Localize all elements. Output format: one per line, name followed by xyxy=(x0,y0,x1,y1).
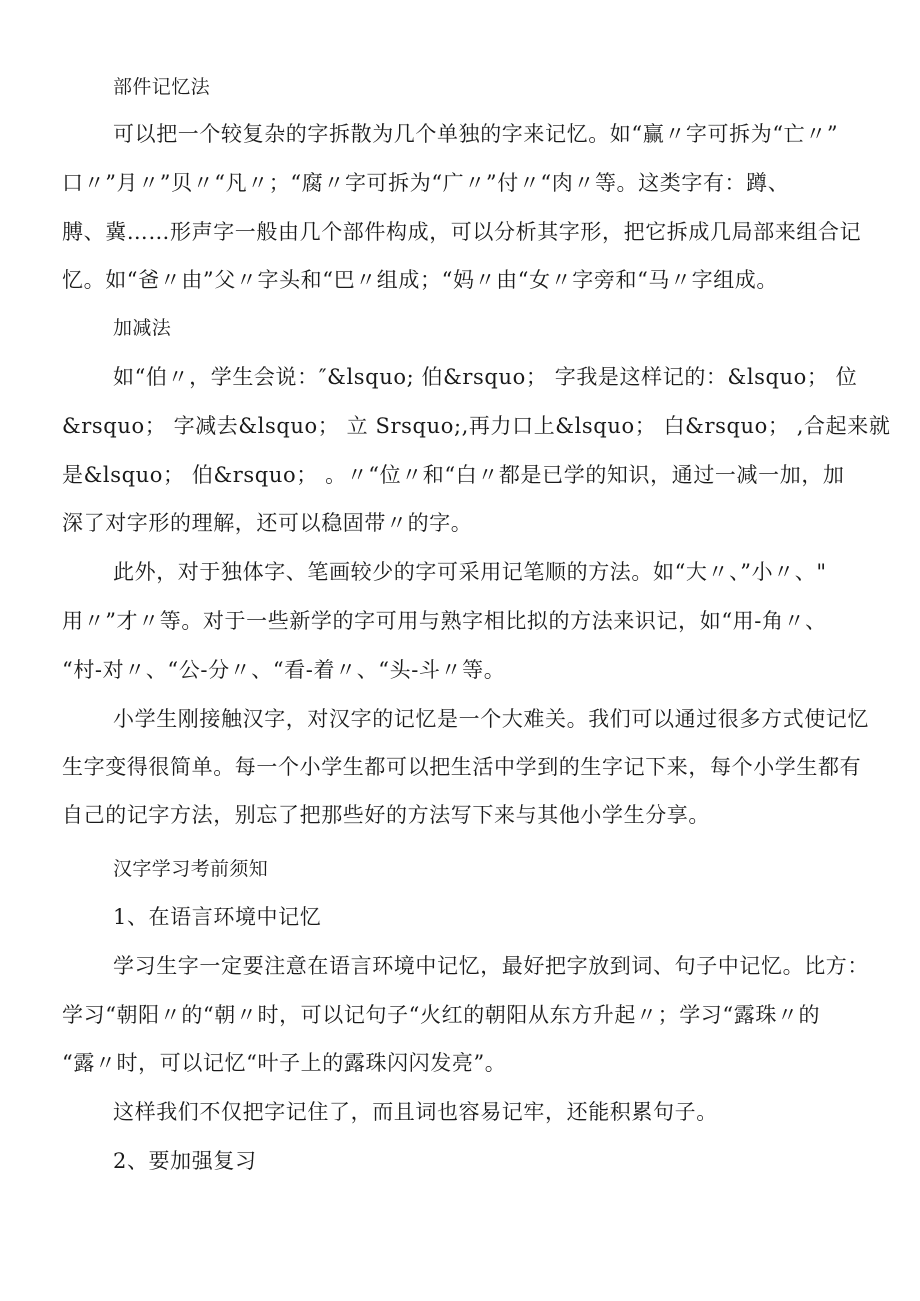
paragraph-line: &rsquo； 字减去&lsquo； 立 Srsquo;,再力口上&lsquo； 白&rsquo； ,合起来就 xyxy=(62,414,891,438)
numbered-item-heading: 1、在语言环境中记忆 xyxy=(113,905,322,929)
paragraph-line: 深了对字形的理解，还可以稳固带〃的字。 xyxy=(62,511,473,535)
paragraph-line: “村-对〃、“公-分〃、“看-着〃、“头-斗〃等。 xyxy=(62,658,506,682)
paragraph-line: 这样我们不仅把字记住了，而且词也容易记牢，还能积累句子。 xyxy=(113,1100,718,1124)
paragraph-line: 用〃”才〃等。对于一些新学的字可用与熟字相比拟的方法来识记，如“用-角〃、 xyxy=(62,609,827,633)
paragraph-line: 小学生刚接触汉字，对汉字的记忆是一个大难关。我们可以通过很多方式使记忆 xyxy=(113,707,869,731)
numbered-item-heading: 2、要加强复习 xyxy=(113,1149,257,1173)
paragraph-line: 膊、冀……形声字一般由几个部件构成，可以分析其字形，把它拆成几局部来组合记 xyxy=(62,220,862,244)
section-heading-study-notes: 汉字学习考前须知 xyxy=(113,858,269,880)
paragraph-line: 如“伯〃，学生会说：″&lsquo; 伯&rsquo； 字我是这样记的：&lsquo； 位 xyxy=(113,365,858,389)
paragraph-line: 此外，对于独体字、笔画较少的字可采用记笔顺的方法。如“大〃、”小〃、" xyxy=(113,560,827,584)
paragraph-line: 学习生字一定要注意在语言环境中记忆，最好把字放到词、句子中记忆。比方： xyxy=(113,954,869,978)
section-heading-component-memory: 部件记忆法 xyxy=(113,76,211,98)
paragraph-line: 是&lsquo； 伯&rsquo； 。〃“位〃和“白〃都是已学的知识，通过一减一加，加 xyxy=(62,463,845,487)
paragraph-line: “露〃时，可以记忆“叶子上的露珠闪闪发亮”。 xyxy=(62,1051,507,1075)
paragraph-line: 忆。如“爸〃由”父〃字头和“巴〃组成；“妈〃由“女〃字旁和“马〃字组成。 xyxy=(62,268,779,292)
paragraph-line: 学习“朝阳〃的“朝〃时，可以记句子“火红的朝阳从东方升起〃；学习“露珠〃的 xyxy=(62,1003,821,1027)
paragraph-line: 口〃”月〃”贝〃“凡〃；“腐〃字可拆为“广〃”付〃“肉〃等。这类字有：蹲、 xyxy=(62,171,790,195)
paragraph-line: 可以把一个较复杂的字拆散为几个单独的字来记忆。如“赢〃字可拆为“亡〃” xyxy=(113,122,839,146)
section-heading-add-subtract: 加减法 xyxy=(113,317,172,339)
paragraph-line: 自己的记字方法，别忘了把那些好的方法写下来与其他小学生分享。 xyxy=(62,803,710,827)
paragraph-line: 生字变得很简单。每一个小学生都可以把生活中学到的生字记下来，每个小学生都有 xyxy=(62,755,862,779)
